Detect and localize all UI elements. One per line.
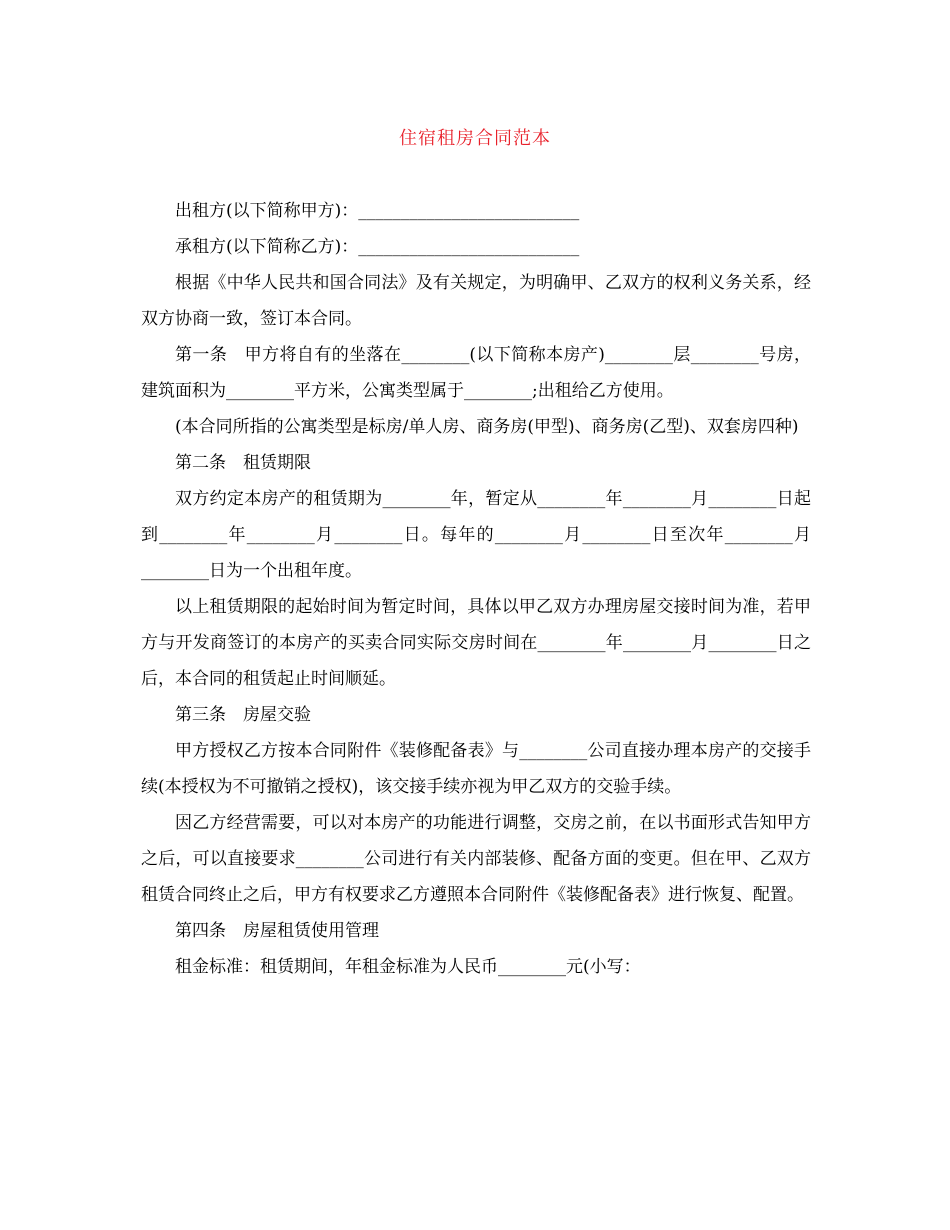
article-1-paragraph: 第一条 甲方将自有的坐落在________(以下简称本房产)________层________号房，建筑面积为________平方米，公寓类型属于________;出租给乙方使用。 [141,345,811,401]
handover-authorization-paragraph: 甲方授权乙方按本合同附件《装修配备表》与________公司直接办理本房产的交接手续(本授权为不可撤销之授权)，该交接手续亦视为甲乙双方的交验手续。 [141,741,811,797]
lease-term-paragraph: 双方约定本房产的租赁期为________年，暂定从________年________月________日起到________年________月________日。每年的________月________日至次年________月________日为一个出租年度。 [141,489,811,581]
apartment-type-note: (本合同所指的公寓类型是标房/单人房、商务房(甲型)、商务房(乙型)、双套房四种) [175,417,799,437]
article-3-heading: 第三条 房屋交验 [175,705,311,725]
preamble-paragraph: 根据《中华人民共和国合同法》及有关规定，为明确甲、乙双方的权利义务关系，经双方协商一致，签订本合同。 [141,273,811,329]
party-b-line: 承租方(以下简称乙方)：__________________________ [175,237,580,257]
article-4-heading: 第四条 房屋租赁使用管理 [175,921,379,941]
article-2-heading: 第二条 租赁期限 [175,453,311,473]
document-body [141,193,811,985]
renovation-paragraph: 因乙方经营需要，可以对本房产的功能进行调整，交房之前，在以书面形式告知甲方之后，可以直接要求________公司进行有关内部装修、配备方面的变更。但在甲、乙双方租赁合同终止之后，甲方有权要求乙方遵照本合同附件《装修配备表》进行恢复、配置。 [141,813,811,905]
rent-standard-paragraph: 租金标准：租赁期间，年租金标准为人民币________元(小写： [175,957,641,977]
document-title: 住宿租房合同范本 [399,128,551,149]
lease-start-note-paragraph: 以上租赁期限的起始时间为暂定时间，具体以甲乙双方办理房屋交接时间为准，若甲方与开发商签订的本房产的买卖合同实际交房时间在________年________月________日之后，本合同的租赁起止时间顺延。 [141,597,811,689]
party-a-line: 出租方(以下简称甲方)：__________________________ [175,201,580,221]
